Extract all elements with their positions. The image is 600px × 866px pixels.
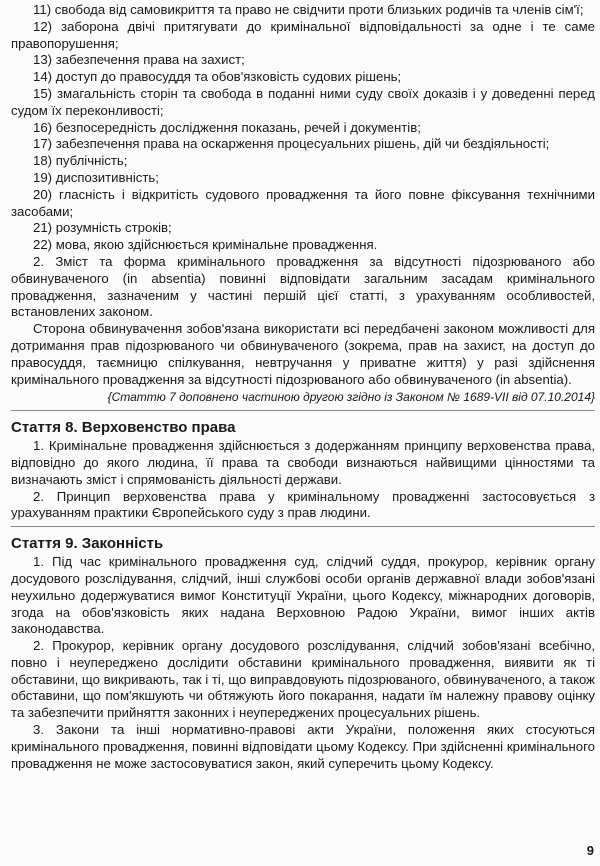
amendment-note: {Статтю 7 доповнено частиною другою згідно із Законом № 1689-VII від 07.10.2014} bbox=[107, 390, 595, 405]
list-item: 11) свобода від самовикриття та право не свідчити проти близьких родичів та членів сім'ї; bbox=[33, 2, 584, 17]
list-item: 12) заборона двічі притягувати до кримінальної відповідальності за одне і те саме правопорушення; bbox=[11, 18, 595, 51]
section-divider bbox=[11, 526, 595, 527]
list-item: 16) безпосередність дослідження показань, речей і документів; bbox=[33, 119, 421, 135]
list-item: 13) забезпечення права на захист; bbox=[33, 52, 245, 68]
article9-heading: Стаття 9. Законність bbox=[11, 535, 164, 553]
list-item: 19) диспозитивність; bbox=[33, 169, 159, 185]
article8-paragraph: 2. Принцип верховенства права у кримінальному провадженні застосовується з урахуванням практики Європейського суду з прав людини. bbox=[11, 488, 595, 521]
list-item: 18) публічність; bbox=[33, 153, 128, 169]
list-item: 22) мова, якою здійснюється кримінальне провадження. bbox=[33, 237, 378, 253]
list-item: 20) гласність і відкритість судового провадження та його повне фіксування технічними засобами; bbox=[11, 186, 595, 219]
section-divider bbox=[11, 410, 595, 411]
article9-paragraph: 1. Під час кримінального провадження суд, слідчий суддя, прокурор, керівник органу досудового розслідування, слідчий, інші службові особи органів державної влади зобов'язані неухильно додержуватися вимог Конституції України, цього Кодексу, міжнародних договорів, згода на обов'язковість яких надана Верховною Радою України, вимог інших актів законодавства. bbox=[11, 554, 595, 637]
list-item: 21) розумність строків; bbox=[33, 220, 172, 236]
article7-paragraph: 2. Зміст та форма кримінального провадження за відсутності підозрюваного або обвинуваченого (in absentia) повинні відповідати загальним засадам кримінального провадження, зазначеним у частині першій цієї статті, з урахуванням особливостей, встановлених законом. bbox=[11, 253, 595, 320]
list-item: 15) змагальність сторін та свобода в поданні ними суду своїх доказів і у доведенні перед судом їх переконливості; bbox=[11, 85, 595, 118]
page-number: 9 bbox=[586, 843, 594, 858]
article9-paragraph: 2. Прокурор, керівник органу досудового розслідування, слідчий зобов'язані всебічно, повно і неупереджено дослідити обставини кримінального провадження, виявити як ті обставини, що викривають, так і ті, що виправдовують підозрюваного, обвинуваченого, а також обставини, що пом'якшують чи обтяжують його покарання, надати їм належну правову оцінку та забезпечити прийняття законних і неупереджених процесуальних рішень. bbox=[11, 638, 595, 721]
principles-list bbox=[11, 2, 595, 254]
article8-heading: Стаття 8. Верховенство права bbox=[11, 419, 236, 437]
list-item: 14) доступ до правосуддя та обов'язковість судових рішень; bbox=[33, 69, 402, 85]
article7-paragraph: Сторона обвинувачення зобов'язана використати всі передбачені законом можливості для дотримання прав підозрюваного чи обвинуваченого (зокрема, прав на захист, на доступ до правосуддя, таємницю спілкування, невтручання у приватне життя) у разі здійснення кримінального провадження за відсутності підозрюваного або обвинуваченого (in absentia). bbox=[11, 321, 595, 387]
page-content bbox=[11, 2, 595, 772]
article8-paragraph: 1. Кримінальне провадження здійснюється з додержанням принципу верховенства права, відповідно до якого людина, її права та свободи визнаються найвищими цінностями та визначають зміст і спрямованість діяльності держави. bbox=[11, 438, 595, 487]
article9-paragraph: 3. Закони та інші нормативно-правові акти України, положення яких стосуються кримінального провадження, повинні відповідати цьому Кодексу. При здійсненні кримінального провадження не може застосовуватися закон, який суперечить цьому Кодексу. bbox=[11, 722, 595, 771]
list-item: 17) забезпечення права на оскарження процесуальних рішень, дій чи бездіяльності; bbox=[33, 136, 550, 152]
